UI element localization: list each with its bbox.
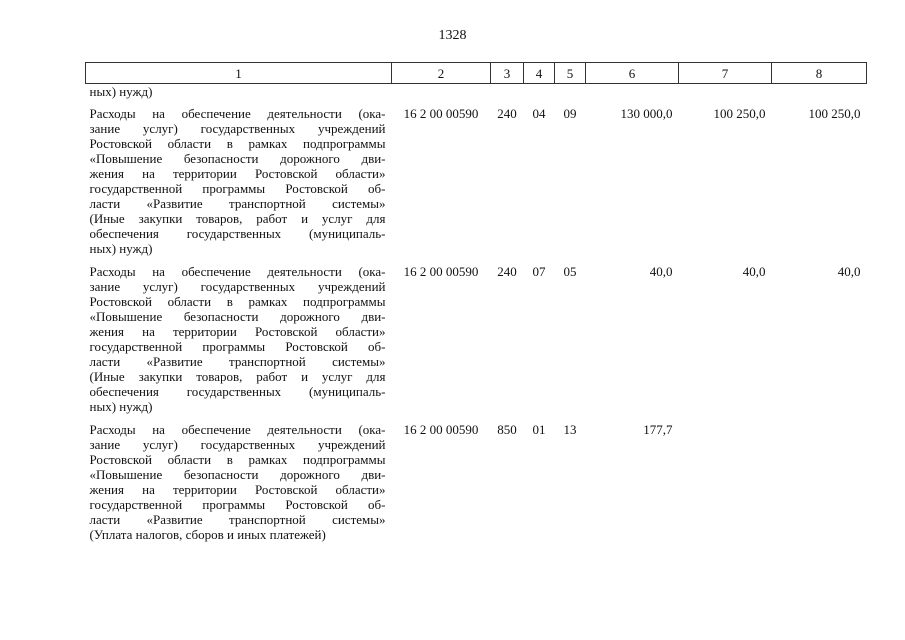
subsection-code: 05 xyxy=(563,264,577,279)
page-number: 1328 xyxy=(438,28,467,43)
table-row xyxy=(86,417,867,545)
table-row xyxy=(86,259,867,417)
description-line: зание услуг) государственных учреждений xyxy=(89,121,386,136)
description-line: государственной программы Ростовской об- xyxy=(89,339,386,354)
budget-table xyxy=(85,62,867,545)
description-line: «Повышение безопасности дорожного дви- xyxy=(89,151,386,166)
description-line: государственной программы Ростовской об- xyxy=(89,497,386,512)
description-line: Расходы на обеспечение деятельности (ока- xyxy=(89,422,386,437)
column-header-7: 7 xyxy=(679,63,772,84)
section-code: 07 xyxy=(532,264,546,279)
continuation-row xyxy=(86,84,867,102)
column-header-8: 8 xyxy=(772,63,867,84)
description-line: обеспечения государственных (муниципаль- xyxy=(89,384,386,399)
row-description xyxy=(86,101,392,259)
description-line: зание услуг) государственных учреждений xyxy=(89,279,386,294)
target-article-code: 16 2 00 00590 xyxy=(403,106,479,121)
description-line: (Иные закупки товаров, работ и услуг для xyxy=(89,369,386,384)
description-line: «Повышение безопасности дорожного дви- xyxy=(89,467,386,482)
description-line: Ростовской области в рамках подпрограммы xyxy=(89,294,386,309)
table-body xyxy=(86,84,867,546)
expense-type-code: 240 xyxy=(497,264,517,279)
description-line: жения на территории Ростовской области» xyxy=(89,166,386,181)
description-line: жения на территории Ростовской области» xyxy=(89,324,386,339)
continuation-text: ных) нужд) xyxy=(89,84,153,99)
description-line: обеспечения государственных (муниципаль- xyxy=(89,226,386,241)
description-line: Ростовской области в рамках подпрограммы xyxy=(89,136,386,151)
description-line: (Уплата налогов, сборов и иных платежей) xyxy=(89,527,326,542)
description-line: ласти «Развитие транспортной системы» xyxy=(89,196,386,211)
description-line: «Повышение безопасности дорожного дви- xyxy=(89,309,386,324)
description-line: государственной программы Ростовской об- xyxy=(89,181,386,196)
amount-year-3: 100 250,0 xyxy=(808,106,861,121)
amount-year-1: 130 000,0 xyxy=(620,106,673,121)
column-header-2: 2 xyxy=(392,63,491,84)
subsection-code: 09 xyxy=(563,106,577,121)
row-description xyxy=(86,259,392,417)
description-line: (Иные закупки товаров, работ и услуг для xyxy=(89,211,386,226)
expense-type-code: 850 xyxy=(497,422,517,437)
description-line: ласти «Развитие транспортной системы» xyxy=(89,512,386,527)
column-header-1: 1 xyxy=(86,63,392,84)
subsection-code: 13 xyxy=(563,422,577,437)
amount-year-2: 40,0 xyxy=(742,264,766,279)
description-line: Расходы на обеспечение деятельности (ока- xyxy=(89,264,386,279)
description-line: зание услуг) государственных учреждений xyxy=(89,437,386,452)
amount-year-3: 40,0 xyxy=(837,264,861,279)
section-code: 04 xyxy=(532,106,546,121)
table-header-row xyxy=(86,63,867,84)
target-article-code: 16 2 00 00590 xyxy=(403,422,479,437)
column-header-3: 3 xyxy=(491,63,524,84)
description-line: жения на территории Ростовской области» xyxy=(89,482,386,497)
expense-type-code: 240 xyxy=(497,106,517,121)
table-row xyxy=(86,101,867,259)
description-line: Ростовской области в рамках подпрограммы xyxy=(89,452,386,467)
amount-year-3 xyxy=(772,417,867,545)
amount-year-2 xyxy=(679,417,772,545)
column-header-5: 5 xyxy=(555,63,586,84)
column-header-6: 6 xyxy=(586,63,679,84)
column-header-4: 4 xyxy=(524,63,555,84)
amount-year-1: 40,0 xyxy=(649,264,673,279)
row-description xyxy=(86,417,392,545)
target-article-code: 16 2 00 00590 xyxy=(403,264,479,279)
amount-year-1: 177,7 xyxy=(643,422,673,437)
description-line: ных) нужд) xyxy=(89,241,153,256)
description-line: ных) нужд) xyxy=(89,399,153,414)
section-code: 01 xyxy=(532,422,546,437)
amount-year-2: 100 250,0 xyxy=(713,106,766,121)
description-line: ласти «Развитие транспортной системы» xyxy=(89,354,386,369)
description-line: Расходы на обеспечение деятельности (ока- xyxy=(89,106,386,121)
